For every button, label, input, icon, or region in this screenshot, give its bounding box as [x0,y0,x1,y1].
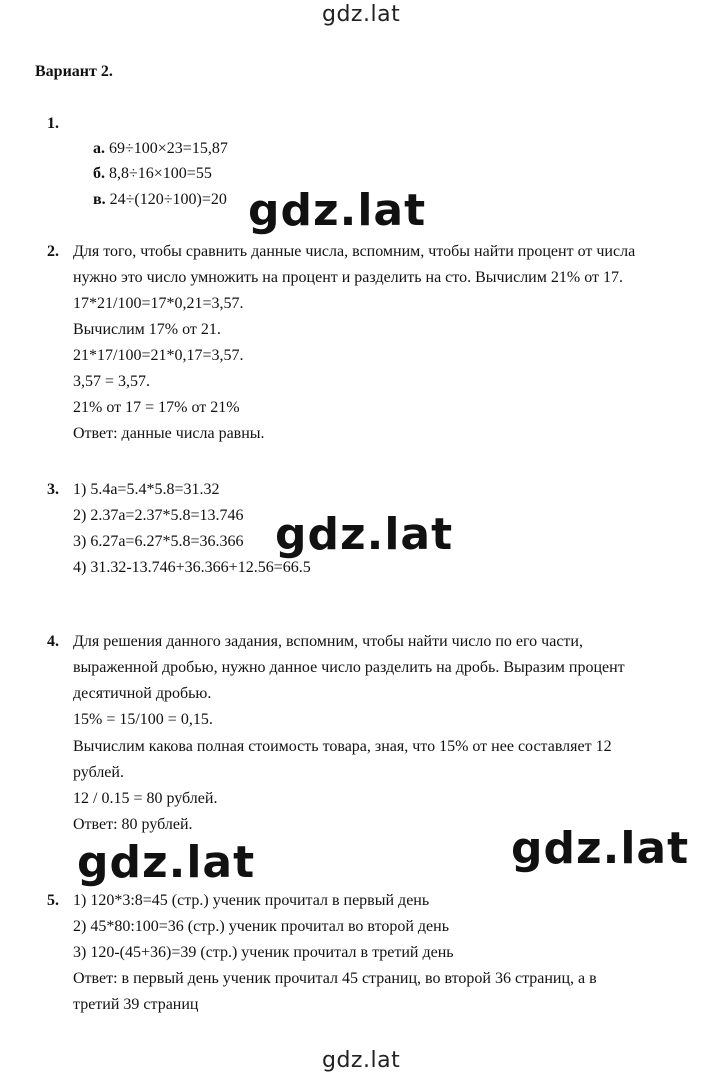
task-4-line: Вычислим какова полная стоимость товара, зная, что 15% от нее составляет 12 [73,738,612,755]
task-2-line: нужно это число умножить на процент и разделить на сто. Вычислим 21% от 17. [73,269,623,286]
watermark-3: gdz.lat [77,837,256,888]
task-1-item-a-text: 69÷100×23=15,87 [109,140,228,157]
task-3-line: 2) 2.37a=2.37*5.8=13.746 [73,507,244,524]
task-2-number: 2. [47,243,59,260]
task-5-line: 2) 45*80:100=36 (стр.) ученик прочитал во второй день [73,918,450,935]
task-1-item-b-text: 8,8÷16×100=55 [109,165,212,182]
task-1-item-a-label: а. [93,140,105,157]
task-3-number: 3. [47,481,59,498]
task-4-line: 15% = 15/100 = 0,15. [73,711,213,728]
task-1-item-c-text: 24÷(120÷100)=20 [109,191,227,208]
task-1-number: 1. [47,115,59,132]
task-3-line: 4) 31.32-13.746+36.366+12.56=66.5 [73,559,311,576]
page-title: Вариант 2. [35,63,113,80]
task-1-item-c-label: в. [93,191,106,208]
task-5-line: третий 39 страниц [73,996,199,1013]
watermark-bottom: gdz.lat [322,1048,401,1073]
task-5-number: 5. [47,892,59,909]
task-2-line: Ответ: данные числа равны. [73,425,265,442]
task-4-line: Для решения данного задания, вспомним, чтобы найти число по его части, [73,633,583,650]
watermark-4: gdz.lat [511,823,690,874]
task-2-line: 3,57 = 3,57. [73,373,151,390]
task-1-item-b-label: б. [93,165,105,182]
task-3-line: 1) 5.4a=5.4*5.8=31.32 [73,481,220,498]
task-5-line: 1) 120*3:8=45 (стр.) ученик прочитал в первый день [73,892,430,909]
task-2-line: 21% от 17 = 17% от 21% [73,399,240,416]
task-4-line: выраженной дробью, нужно данное число разделить на дробь. Выразим процент [73,659,625,676]
task-1-item-b [93,164,212,184]
watermark-1: gdz.lat [248,185,427,236]
task-3-line: 3) 6.27a=6.27*5.8=36.366 [73,533,244,550]
task-4-line: рублей. [73,764,124,781]
task-4-line: десятичной дробью. [73,685,212,702]
task-1-item-c [93,190,227,210]
task-5-line: Ответ: в первый день ученик прочитал 45 страниц, во второй 36 страниц, а в [73,970,597,987]
watermark-top: gdz.lat [322,2,401,27]
task-4-number: 4. [47,633,59,650]
task-2-line: 21*17/100=21*0,17=3,57. [73,347,244,364]
task-2-line: Для того, чтобы сравнить данные числа, вспомним, чтобы найти процент от числа [73,243,636,260]
task-4-line: 12 / 0.15 = 80 рублей. [73,790,218,807]
watermark-2: gdz.lat [275,509,454,560]
task-1-item-a [93,139,228,159]
task-2-line: 17*21/100=17*0,21=3,57. [73,295,244,312]
task-4-line: Ответ: 80 рублей. [73,816,193,833]
task-2-line: Вычислим 17% от 21. [73,321,221,338]
task-5-line: 3) 120-(45+36)=39 (стр.) ученик прочитал в третий день [73,944,454,961]
